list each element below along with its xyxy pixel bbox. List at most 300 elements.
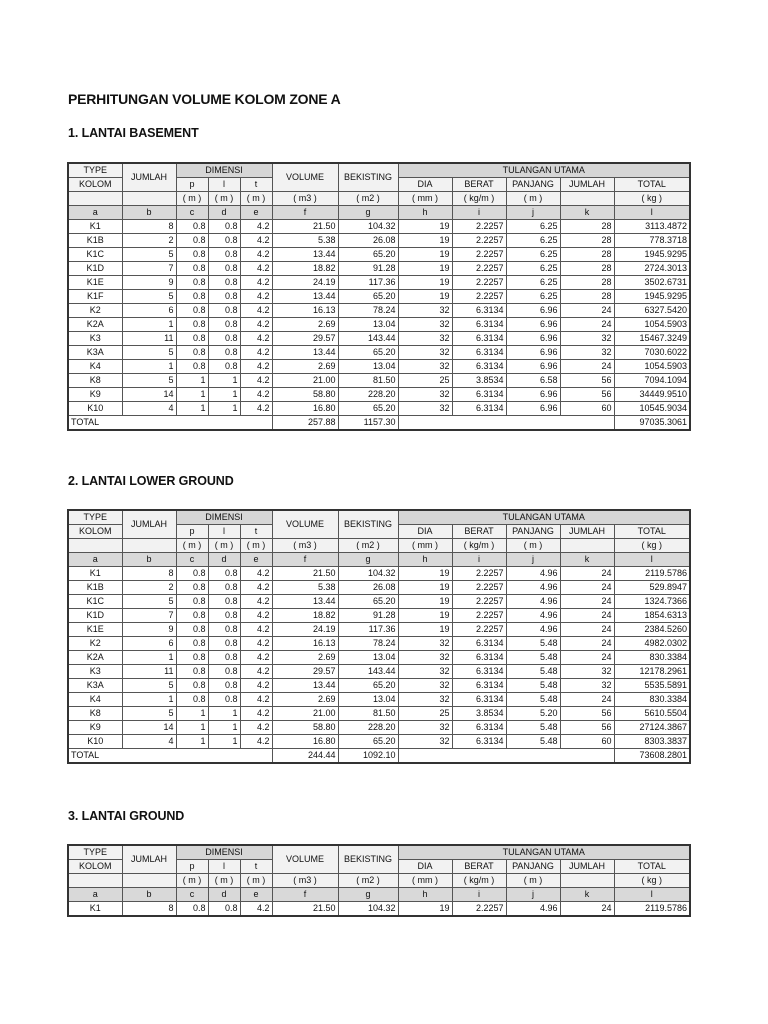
table-cell: 21.50 bbox=[272, 567, 338, 581]
table-cell: 6.25 bbox=[506, 248, 560, 262]
table-row bbox=[68, 388, 690, 402]
table-cell: 2.2257 bbox=[452, 623, 506, 637]
table-cell: 1 bbox=[122, 360, 176, 374]
table-cell: 6.3134 bbox=[452, 360, 506, 374]
column-letter: c bbox=[176, 206, 208, 220]
column-type-cell: K8 bbox=[68, 374, 122, 388]
table-cell: 0.8 bbox=[208, 693, 240, 707]
table-cell: 4.2 bbox=[240, 623, 272, 637]
table-cell: 0.8 bbox=[208, 318, 240, 332]
table-cell: 5.48 bbox=[506, 721, 560, 735]
table-row bbox=[68, 735, 690, 749]
table-cell: 28 bbox=[560, 234, 614, 248]
column-letter: h bbox=[398, 553, 452, 567]
header-p: p bbox=[176, 860, 208, 874]
table-cell: 19 bbox=[398, 276, 452, 290]
table-cell: 32 bbox=[398, 637, 452, 651]
header-bekisting: BEKISTING bbox=[338, 845, 398, 874]
table-cell: 1 bbox=[176, 721, 208, 735]
header-l: l bbox=[208, 525, 240, 539]
table-cell: 32 bbox=[398, 332, 452, 346]
table-cell: 4.96 bbox=[506, 595, 560, 609]
table-cell: 0.8 bbox=[176, 248, 208, 262]
table-cell: 32 bbox=[398, 679, 452, 693]
table-row bbox=[68, 623, 690, 637]
header-empty bbox=[560, 539, 614, 553]
header-dimensi: DIMENSI bbox=[176, 510, 272, 525]
header-t: t bbox=[240, 525, 272, 539]
header-jumlah-tulangan: JUMLAH bbox=[560, 860, 614, 874]
table-cell: 19 bbox=[398, 290, 452, 304]
unit-dia: ( mm ) bbox=[398, 192, 452, 206]
table-cell: 2724.3013 bbox=[614, 262, 690, 276]
table-cell: 6.3134 bbox=[452, 304, 506, 318]
header-jumlah: JUMLAH bbox=[122, 163, 176, 192]
column-letter: d bbox=[208, 888, 240, 902]
table-cell: 11 bbox=[122, 332, 176, 346]
column-letter-row bbox=[68, 888, 690, 902]
table-cell: 32 bbox=[398, 318, 452, 332]
unit-total: ( kg ) bbox=[614, 192, 690, 206]
header-empty bbox=[122, 539, 176, 553]
table-row bbox=[68, 262, 690, 276]
unit-panjang: ( m ) bbox=[506, 874, 560, 888]
column-letter: e bbox=[240, 888, 272, 902]
table-cell: 81.50 bbox=[338, 374, 398, 388]
table-cell: 6.96 bbox=[506, 318, 560, 332]
table-cell: 8 bbox=[122, 902, 176, 917]
table-cell: 6.3134 bbox=[452, 388, 506, 402]
column-type-cell: K4 bbox=[68, 693, 122, 707]
unit-l: ( m ) bbox=[208, 192, 240, 206]
table-cell: 32 bbox=[398, 388, 452, 402]
table-row bbox=[68, 665, 690, 679]
table-cell: 2.69 bbox=[272, 693, 338, 707]
table-cell: 2119.5786 bbox=[614, 567, 690, 581]
table-cell: 78.24 bbox=[338, 637, 398, 651]
unit-bekisting: ( m2 ) bbox=[338, 192, 398, 206]
table-row bbox=[68, 637, 690, 651]
table-row bbox=[68, 332, 690, 346]
table-cell: 28 bbox=[560, 248, 614, 262]
table-cell: 56 bbox=[560, 388, 614, 402]
table-cell: 0.8 bbox=[208, 567, 240, 581]
column-letter: a bbox=[68, 553, 122, 567]
table-cell: 24 bbox=[560, 623, 614, 637]
table-cell: 5 bbox=[122, 707, 176, 721]
table-cell: 56 bbox=[560, 721, 614, 735]
header-kolom: KOLOM bbox=[68, 525, 122, 539]
table-cell: 0.8 bbox=[208, 581, 240, 595]
table-cell: 5 bbox=[122, 248, 176, 262]
table-cell: 0.8 bbox=[176, 346, 208, 360]
table-cell: 4.2 bbox=[240, 707, 272, 721]
table-cell: 2.2257 bbox=[452, 220, 506, 234]
table-cell: 9 bbox=[122, 276, 176, 290]
header-jumlah-tulangan: JUMLAH bbox=[560, 178, 614, 192]
column-letter: f bbox=[272, 206, 338, 220]
table-cell: 28 bbox=[560, 290, 614, 304]
table-cell: 24 bbox=[560, 581, 614, 595]
column-type-cell: K9 bbox=[68, 721, 122, 735]
table-cell: 5.20 bbox=[506, 707, 560, 721]
table-cell: 0.8 bbox=[208, 595, 240, 609]
table-cell: 1945.9295 bbox=[614, 290, 690, 304]
table-cell: 0.8 bbox=[208, 220, 240, 234]
column-letter-row bbox=[68, 553, 690, 567]
table-cell: 24 bbox=[560, 318, 614, 332]
total-label: TOTAL bbox=[68, 416, 272, 431]
column-letter: i bbox=[452, 888, 506, 902]
unit-t: ( m ) bbox=[240, 192, 272, 206]
table-cell: 4.2 bbox=[240, 595, 272, 609]
table-cell: 0.8 bbox=[176, 581, 208, 595]
table-cell: 4.2 bbox=[240, 581, 272, 595]
column-letter: l bbox=[614, 553, 690, 567]
total-bekisting: 1092.10 bbox=[338, 749, 398, 764]
table-row bbox=[68, 290, 690, 304]
header-jumlah: JUMLAH bbox=[122, 510, 176, 539]
table-cell: 2.2257 bbox=[452, 609, 506, 623]
table-cell: 6.25 bbox=[506, 220, 560, 234]
column-letter: l bbox=[614, 888, 690, 902]
table-row bbox=[68, 609, 690, 623]
table-cell: 6.96 bbox=[506, 402, 560, 416]
table-cell: 6 bbox=[122, 304, 176, 318]
table-cell: 143.44 bbox=[338, 665, 398, 679]
table-cell: 4.2 bbox=[240, 651, 272, 665]
table-cell: 19 bbox=[398, 567, 452, 581]
table-cell: 18.82 bbox=[272, 262, 338, 276]
table-cell: 13.44 bbox=[272, 346, 338, 360]
table-cell: 58.80 bbox=[272, 721, 338, 735]
table-cell: 1945.9295 bbox=[614, 248, 690, 262]
table-cell: 32 bbox=[398, 735, 452, 749]
table-row bbox=[68, 276, 690, 290]
table-cell: 0.8 bbox=[176, 276, 208, 290]
table-cell: 0.8 bbox=[208, 276, 240, 290]
table-cell: 25 bbox=[398, 374, 452, 388]
table-cell: 24 bbox=[560, 693, 614, 707]
table-cell: 6.3134 bbox=[452, 402, 506, 416]
table-cell: 4 bbox=[122, 402, 176, 416]
table-cell: 6327.5420 bbox=[614, 304, 690, 318]
unit-p: ( m ) bbox=[176, 192, 208, 206]
column-letter: g bbox=[338, 553, 398, 567]
table-row bbox=[68, 346, 690, 360]
table-cell: 4.96 bbox=[506, 609, 560, 623]
header-tulangan-utama: TULANGAN UTAMA bbox=[398, 163, 690, 178]
column-letter: k bbox=[560, 888, 614, 902]
table-cell: 0.8 bbox=[176, 902, 208, 917]
table-cell: 4.2 bbox=[240, 388, 272, 402]
table-cell: 19 bbox=[398, 581, 452, 595]
table-cell: 4.2 bbox=[240, 318, 272, 332]
table-cell: 27124.3867 bbox=[614, 721, 690, 735]
unit-volume: ( m3 ) bbox=[272, 192, 338, 206]
table-cell: 13.44 bbox=[272, 248, 338, 262]
table-cell: 4.2 bbox=[240, 609, 272, 623]
table-cell: 0.8 bbox=[176, 595, 208, 609]
header-tulangan-utama: TULANGAN UTAMA bbox=[398, 510, 690, 525]
table-lower-ground bbox=[67, 509, 689, 764]
table-cell: 0.8 bbox=[208, 346, 240, 360]
header-type: TYPE bbox=[68, 163, 122, 178]
header-kolom: KOLOM bbox=[68, 860, 122, 874]
table-cell: 12178.2961 bbox=[614, 665, 690, 679]
table-ground bbox=[67, 844, 689, 917]
table-cell: 29.57 bbox=[272, 332, 338, 346]
table-cell: 2.2257 bbox=[452, 595, 506, 609]
table-cell: 21.50 bbox=[272, 220, 338, 234]
column-letter: c bbox=[176, 553, 208, 567]
table-row bbox=[68, 304, 690, 318]
column-letter: e bbox=[240, 206, 272, 220]
table-cell: 4.2 bbox=[240, 902, 272, 917]
table-cell: 65.20 bbox=[338, 402, 398, 416]
table-cell: 1 bbox=[208, 721, 240, 735]
table-cell: 0.8 bbox=[176, 567, 208, 581]
table-cell: 7 bbox=[122, 609, 176, 623]
table-cell: 56 bbox=[560, 374, 614, 388]
table-cell: 5.48 bbox=[506, 735, 560, 749]
table-cell: 8303.3837 bbox=[614, 735, 690, 749]
header-dia: DIA bbox=[398, 860, 452, 874]
table-row bbox=[68, 902, 690, 917]
table-cell: 2.69 bbox=[272, 651, 338, 665]
table-cell: 26.08 bbox=[338, 581, 398, 595]
table-cell: 0.8 bbox=[176, 360, 208, 374]
header-panjang: PANJANG bbox=[506, 525, 560, 539]
column-type-cell: K3 bbox=[68, 332, 122, 346]
table-cell: 0.8 bbox=[176, 651, 208, 665]
table-cell: 4.96 bbox=[506, 567, 560, 581]
table-cell: 5 bbox=[122, 595, 176, 609]
header-empty bbox=[560, 192, 614, 206]
table-cell: 4 bbox=[122, 735, 176, 749]
header-berat: BERAT bbox=[452, 178, 506, 192]
table-cell: 2 bbox=[122, 581, 176, 595]
table-cell: 4.2 bbox=[240, 360, 272, 374]
table-cell: 32 bbox=[398, 304, 452, 318]
table-cell: 32 bbox=[560, 346, 614, 360]
table-cell: 0.8 bbox=[208, 902, 240, 917]
table-cell: 4.2 bbox=[240, 693, 272, 707]
table-cell: 2.2257 bbox=[452, 902, 506, 917]
total-volume: 244.44 bbox=[272, 749, 338, 764]
table-cell: 5.38 bbox=[272, 581, 338, 595]
table-row bbox=[68, 234, 690, 248]
table-cell: 19 bbox=[398, 902, 452, 917]
table-cell: 117.36 bbox=[338, 276, 398, 290]
header-berat: BERAT bbox=[452, 525, 506, 539]
table-cell: 2.2257 bbox=[452, 581, 506, 595]
unit-berat: ( kg/m ) bbox=[452, 874, 506, 888]
table-cell: 19 bbox=[398, 234, 452, 248]
table-cell: 18.82 bbox=[272, 609, 338, 623]
header-t: t bbox=[240, 178, 272, 192]
table-cell: 0.8 bbox=[208, 290, 240, 304]
table-cell: 21.00 bbox=[272, 374, 338, 388]
table-cell: 6.3134 bbox=[452, 637, 506, 651]
table-cell: 4.2 bbox=[240, 248, 272, 262]
table-cell: 24 bbox=[560, 651, 614, 665]
header-total: TOTAL bbox=[614, 860, 690, 874]
table-cell: 21.00 bbox=[272, 707, 338, 721]
table-cell: 32 bbox=[398, 402, 452, 416]
table-cell: 830.3384 bbox=[614, 651, 690, 665]
header-empty bbox=[560, 874, 614, 888]
table-cell: 1 bbox=[176, 735, 208, 749]
total-bekisting: 1157.30 bbox=[338, 416, 398, 431]
table-cell: 65.20 bbox=[338, 735, 398, 749]
header-type: TYPE bbox=[68, 510, 122, 525]
column-volume-table bbox=[67, 162, 691, 431]
column-type-cell: K2A bbox=[68, 651, 122, 665]
table-cell: 1 bbox=[176, 707, 208, 721]
header-dia: DIA bbox=[398, 178, 452, 192]
table-cell: 13.04 bbox=[338, 651, 398, 665]
table-cell: 1854.6313 bbox=[614, 609, 690, 623]
unit-t: ( m ) bbox=[240, 539, 272, 553]
total-row bbox=[68, 749, 690, 764]
column-type-cell: K1E bbox=[68, 276, 122, 290]
column-letter: d bbox=[208, 553, 240, 567]
table-cell: 19 bbox=[398, 220, 452, 234]
table-cell: 5 bbox=[122, 679, 176, 693]
table-cell: 0.8 bbox=[208, 651, 240, 665]
table-cell: 16.13 bbox=[272, 637, 338, 651]
table-cell: 3502.6731 bbox=[614, 276, 690, 290]
table-cell: 6.96 bbox=[506, 388, 560, 402]
header-panjang: PANJANG bbox=[506, 178, 560, 192]
table-cell: 24 bbox=[560, 595, 614, 609]
table-cell: 58.80 bbox=[272, 388, 338, 402]
column-letter: g bbox=[338, 888, 398, 902]
table-cell: 4.2 bbox=[240, 262, 272, 276]
table-cell: 5.38 bbox=[272, 234, 338, 248]
table-cell: 0.8 bbox=[208, 360, 240, 374]
table-row bbox=[68, 581, 690, 595]
table-cell: 228.20 bbox=[338, 388, 398, 402]
header-tulangan-utama: TULANGAN UTAMA bbox=[398, 845, 690, 860]
column-type-cell: K1D bbox=[68, 609, 122, 623]
table-cell: 24 bbox=[560, 902, 614, 917]
unit-bekisting: ( m2 ) bbox=[338, 874, 398, 888]
table-cell: 0.8 bbox=[208, 609, 240, 623]
table-cell: 6.3134 bbox=[452, 318, 506, 332]
table-cell: 4.96 bbox=[506, 902, 560, 917]
header-dimensi: DIMENSI bbox=[176, 845, 272, 860]
table-cell: 13.44 bbox=[272, 679, 338, 693]
total-volume: 257.88 bbox=[272, 416, 338, 431]
table-cell: 0.8 bbox=[208, 665, 240, 679]
header-units-row bbox=[68, 539, 690, 553]
column-letter: d bbox=[208, 206, 240, 220]
column-letter: b bbox=[122, 553, 176, 567]
table-cell: 2.2257 bbox=[452, 248, 506, 262]
table-cell: 3.8534 bbox=[452, 374, 506, 388]
table-row bbox=[68, 595, 690, 609]
table-cell: 8 bbox=[122, 220, 176, 234]
table-cell: 6.25 bbox=[506, 276, 560, 290]
table-cell: 6.58 bbox=[506, 374, 560, 388]
total-sum: 73608.2801 bbox=[614, 749, 690, 764]
table-cell: 11 bbox=[122, 665, 176, 679]
table-cell: 65.20 bbox=[338, 248, 398, 262]
table-cell: 2119.5786 bbox=[614, 902, 690, 917]
column-type-cell: K10 bbox=[68, 402, 122, 416]
header-kolom: KOLOM bbox=[68, 178, 122, 192]
header-type: TYPE bbox=[68, 845, 122, 860]
column-type-cell: K1F bbox=[68, 290, 122, 304]
table-row bbox=[68, 220, 690, 234]
table-cell: 5 bbox=[122, 346, 176, 360]
header-row bbox=[68, 845, 690, 860]
table-cell: 65.20 bbox=[338, 346, 398, 360]
table-cell: 3113.4872 bbox=[614, 220, 690, 234]
table-cell: 13.44 bbox=[272, 595, 338, 609]
table-cell: 6.3134 bbox=[452, 679, 506, 693]
table-cell: 1 bbox=[176, 374, 208, 388]
table-cell: 6.96 bbox=[506, 360, 560, 374]
unit-t: ( m ) bbox=[240, 874, 272, 888]
table-cell: 2384.5260 bbox=[614, 623, 690, 637]
table-cell: 91.28 bbox=[338, 609, 398, 623]
table-cell: 0.8 bbox=[208, 262, 240, 276]
total-sum: 97035.3061 bbox=[614, 416, 690, 431]
table-cell: 3.8534 bbox=[452, 707, 506, 721]
table-cell: 1 bbox=[208, 402, 240, 416]
table-cell: 6.25 bbox=[506, 234, 560, 248]
table-cell: 6.3134 bbox=[452, 346, 506, 360]
table-cell: 1 bbox=[208, 735, 240, 749]
column-letter: h bbox=[398, 888, 452, 902]
column-type-cell: K9 bbox=[68, 388, 122, 402]
table-cell: 32 bbox=[398, 346, 452, 360]
column-letter: b bbox=[122, 888, 176, 902]
table-row bbox=[68, 318, 690, 332]
table-cell: 5.48 bbox=[506, 651, 560, 665]
table-cell: 28 bbox=[560, 276, 614, 290]
table-cell: 29.57 bbox=[272, 665, 338, 679]
column-type-cell: K10 bbox=[68, 735, 122, 749]
table-cell: 15467.3249 bbox=[614, 332, 690, 346]
table-cell: 16.80 bbox=[272, 402, 338, 416]
table-cell: 26.08 bbox=[338, 234, 398, 248]
table-cell: 14 bbox=[122, 721, 176, 735]
column-letter: b bbox=[122, 206, 176, 220]
table-cell: 1 bbox=[208, 374, 240, 388]
table-cell: 4.2 bbox=[240, 637, 272, 651]
table-cell: 4.2 bbox=[240, 735, 272, 749]
table-cell: 4.2 bbox=[240, 234, 272, 248]
table-cell: 5.48 bbox=[506, 637, 560, 651]
table-cell: 13.04 bbox=[338, 360, 398, 374]
table-cell: 4.2 bbox=[240, 567, 272, 581]
table-cell: 13.04 bbox=[338, 318, 398, 332]
header-l: l bbox=[208, 860, 240, 874]
table-cell: 0.8 bbox=[208, 332, 240, 346]
column-type-cell: K1 bbox=[68, 567, 122, 581]
header-units-row bbox=[68, 192, 690, 206]
table-cell: 0.8 bbox=[176, 290, 208, 304]
table-cell: 24.19 bbox=[272, 623, 338, 637]
column-letter: a bbox=[68, 206, 122, 220]
table-cell: 28 bbox=[560, 220, 614, 234]
table-cell: 91.28 bbox=[338, 262, 398, 276]
table-cell: 28 bbox=[560, 262, 614, 276]
